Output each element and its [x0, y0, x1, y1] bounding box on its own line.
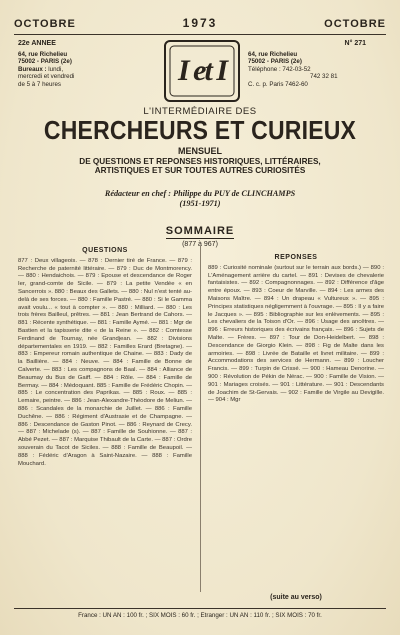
bureaux-label: Bureaux :	[18, 65, 47, 73]
subtitle-line-1: DE QUESTIONS ET REPONSES HISTORIQUES, LITTÉRAIRES,	[79, 156, 321, 166]
continued-note: (suite au verso)	[270, 594, 322, 601]
contents-title: SOMMAIRE	[165, 225, 235, 237]
issue-year: 1973	[182, 16, 218, 30]
bottom-divider	[14, 608, 386, 609]
column-divider	[200, 246, 201, 592]
month-right: OCTOBRE	[324, 18, 386, 30]
subtitle-line-2: ARTISTIQUES ET SUR TOUTES AUTRES CURIOSITÉS	[94, 166, 306, 176]
questions-heading: QUESTIONS	[82, 247, 128, 254]
right-address-city: 75002 - PARIS (2e)	[248, 58, 302, 66]
top-divider	[14, 34, 386, 35]
left-address-city: 75002 - PARIS (2e)	[18, 58, 72, 66]
questions-text: 877 : Deux villageois. — 878 : Dernier tiré de France. — 879 : Recherche de paternité littéraire. — 879 : Duc de Montmorency. — 880 : Hendaichois. — 879 : Epouse et descendance de Roger Ier, grand-comte de Sicile. — 879 : La petite Vendée « en Sancerrois ». 880 : Beaux des Gallets. — 880 : Nul n'est tenté au-delà de ses forces. — 880 : Famille Pastré. — 880 : Si le Gamma avait voulu... « tout à compter ». — 880 : Milliard. — 880 : Les trois frères Bailleul, prêtres. — 881 : Jean Bertrand de Cahors. — 881 : Récente synthétique. — 881 : Famille Aymé. — 881 : Mgr de Bastien et la tapisserie dite « de la Reine ». — 882 : Comtesse Ferdinand de Tournay, née Grandjean. — 882 : Divisions départementales en 1919. — 882 : Familles Erard (Bretagne). — 883 : Empereur romain authentique de Chaine. — 883 : Dady de la Baillière. — 884 : Neuve. — 884 : Famille de Bonne de Calverte. — 883 : Les compagnons de Baal. — 884 : Alliance de Beaumay du Bus de Gaiff. — 884 : Rôle. — 884 : Famille de Bermay. — 884 : Médoquant. 885 : Famille de Frédéric Chopin. — 885 : Le concentration des Paprikas. — 885 : Roux. — 885 : Lemaire, peintre. — 886 : Jean-Alexandre-Théodore de Meliun. — 886 : Scandales de la monarchie de Juillet. — 886 : Famille Duchêne. — 886 : Régiment d'Austrasie et de Champagne. — 886 : Descendance de Gaston Pinot. — 886 : Reynard de Crecy. — 887 : Michelade (s). — 887 : Famille de Souhionne. — 887 : Abbé Pezet. — 887 : Marquise Thibault de la Carte. — 887 : Ordre souverain du Tacot de Siciles. — 888 : Famille de Beaupoil. — 888 : Fédéric d'Aragon à Saint-Nazaire. — 888 : Famille Mouchard.	[18, 257, 192, 467]
left-address-street: 64, rue Richelieu	[18, 50, 68, 58]
telephone-2: 742 32 81	[310, 73, 338, 81]
editor-years: (1951-1971)	[179, 198, 221, 208]
reponses-heading: REPONSES	[274, 254, 318, 261]
hours-line-2: mercredi et vendredi	[18, 73, 75, 81]
logo-lettering: I et I	[178, 54, 226, 87]
journal-title: CHERCHEURS ET CURIEUX	[43, 115, 357, 145]
postal-account: C. c. p. Paris 7462-60	[248, 80, 308, 88]
editor-name: Rédacteur en chef : Philippe du PUY de CLINCHAMPS	[104, 189, 296, 198]
subscription-rates: France : UN AN : 100 fr. ; SIX MOIS : 60 fr. ; Etranger : UN AN : 110 fr. ; SIX MOIS : 70 fr.	[78, 612, 322, 619]
left-info-block	[18, 40, 128, 89]
office-hours	[18, 66, 128, 74]
masthead-dateline	[14, 16, 386, 30]
contents-heading	[0, 221, 400, 248]
telephone: Téléphone : 742-03-52	[248, 65, 311, 73]
month-left: OCTOBRE	[14, 18, 76, 30]
right-info-block	[248, 40, 388, 89]
volume-year: 22e ANNEE	[18, 40, 56, 47]
right-address-street: 64, rue Richelieu	[248, 50, 298, 58]
frequency: MENSUEL	[177, 146, 222, 156]
editor-credit	[0, 189, 400, 209]
hours-line-1: lundi,	[48, 65, 64, 73]
hours-line-3: de 5 à 7 heures	[18, 80, 62, 88]
issue-number: N° 271	[344, 40, 366, 47]
reponses-text: 889 : Curiosité nominale (surtout sur le terrain aux bords.) — 890 : L'Aménagement arrière du cartel. — 891 : Devises de chevalerie fantaisistes. — 892 : Compagnonnages. — 892 : Différence d'âge entre époux. — 893 : Coeur de Marville. — 894 : Les armes des Maisons Maître. — 894 : Un drapeau « Vultureux ». — 895 : Principes statistiques négligemment à l'ouvrage. — 895 : Il y a faire le Jacques ». — 895 : Bibliographie sur les enlèvements. — 895 : Les chevaliers de la Toison d'Or. — 896 : Usage des ancêtres. — 896 : Erreurs historiques des écrivains français. — 896 : Sujets de Malte. — Frères. — 897 : Tour de Don-Heidelbert. — 898 : Descendance de Giorgio Klein. — 898 : Fig de Malte dans les armoiries. — 898 : Livrée de Bataille et livret militaire. — 899 : Accommodations des services de Hermann. — 899 : Loucher Francis. — 899 : Turpin de Crissé. — 900 : Hameau Denorine. — 900 : Révolution de Pékin de Nérac. — 900 : Famille de Vision. — 901 : Mariages croisés. — 901 : Littérature. — 901 : Descendants de Joachim de St-Gervais. — 902 : Famille de Virgile au Devigille. — 904 : Mgr	[208, 264, 384, 404]
title-prefix: L'INTERMÉDIAIRE DES	[143, 106, 257, 117]
journal-subtitle	[0, 147, 400, 176]
questions-column	[18, 246, 192, 592]
interlinked-i-logo	[164, 40, 240, 102]
contents-page-range: (877 à 967)	[182, 241, 218, 248]
reponses-column	[208, 246, 384, 592]
